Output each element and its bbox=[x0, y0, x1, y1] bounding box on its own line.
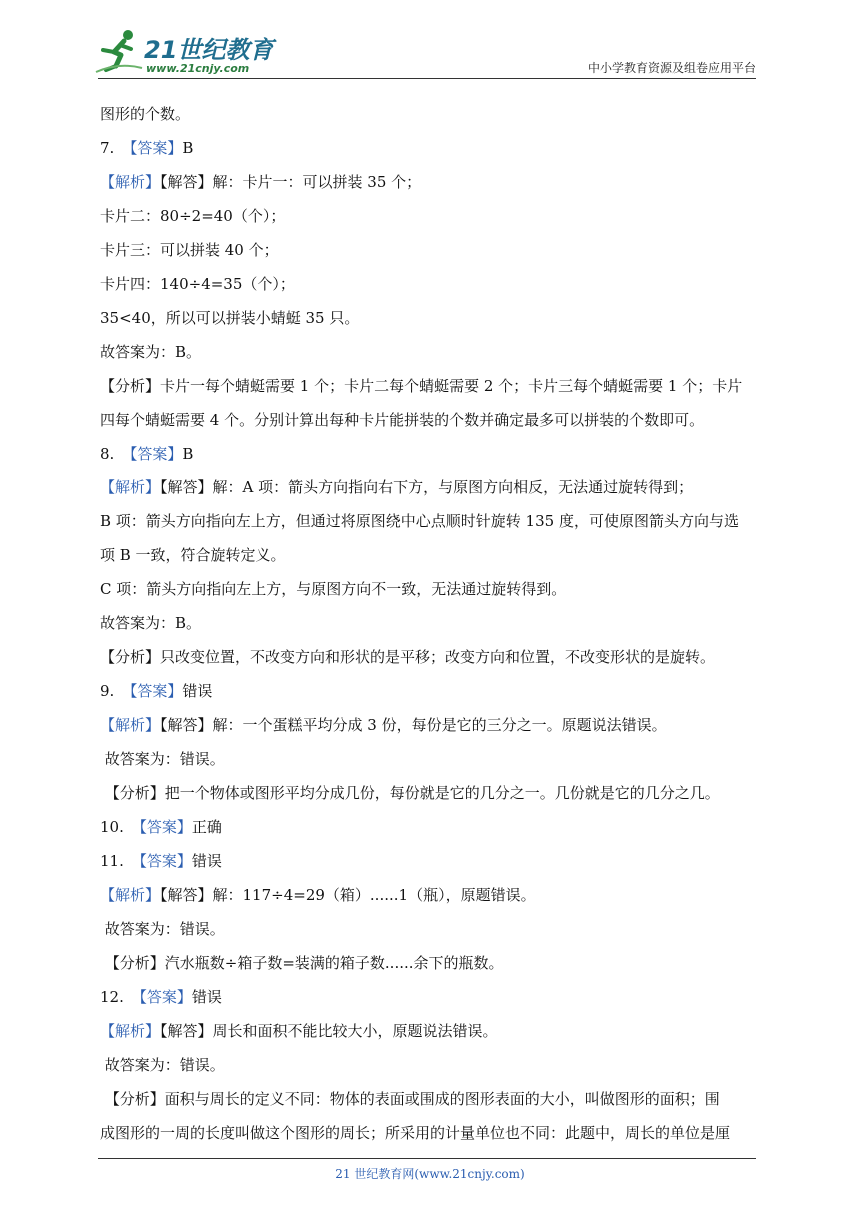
question-number: 9. bbox=[100, 682, 115, 700]
analysis-tag: 【解析】 bbox=[100, 716, 161, 734]
answer-line bbox=[100, 444, 760, 464]
line-text: 【解答】解：117÷4=29（箱）......1（瓶），原题错误。 bbox=[160, 886, 536, 904]
analysis-tag: 【解析】 bbox=[100, 886, 161, 904]
analysis-tag: 【解析】 bbox=[100, 173, 161, 191]
answer-line bbox=[100, 817, 760, 837]
explanation-line bbox=[100, 342, 760, 362]
explanation-line bbox=[100, 1021, 760, 1041]
explanation-line bbox=[100, 376, 760, 396]
line-text: 【分析】只改变位置，不改变方向和形状的是平移；改变方向和位置，不改变形状的是旋转。 bbox=[100, 648, 716, 666]
line-text: 项 B 一致，符合旋转定义。 bbox=[100, 546, 286, 564]
explanation-line bbox=[100, 1055, 760, 1075]
line-text: 【分析】面积与周长的定义不同：物体的表面或围成的图形表面的大小，叫做图形的面积；围 bbox=[100, 1090, 720, 1108]
logo-title: 21世纪教育 bbox=[144, 36, 274, 64]
line-text: 故答案为：错误。 bbox=[100, 1056, 225, 1074]
line-text: B 项：箭头方向指向左上方，但通过将原图绕中心点顺时针旋转 135 度，可使原图箭头方向与选 bbox=[100, 512, 739, 530]
line-text: 成图形的一周的长度叫做这个图形的周长；所采用的计量单位也不同：此题中，周长的单位是厘 bbox=[100, 1124, 731, 1142]
explanation-line bbox=[100, 749, 760, 769]
line-text: C 项：箭头方向指向左上方，与原图方向不一致，无法通过旋转得到。 bbox=[100, 580, 567, 598]
line-text: 卡片四：140÷4=35（个）； bbox=[100, 275, 295, 293]
logo-url: www.21cnjy.com bbox=[146, 62, 250, 75]
line-text: 【解答】周长和面积不能比较大小，原题说法错误。 bbox=[160, 1022, 498, 1040]
explanation-line bbox=[100, 1123, 760, 1143]
line-text: 四每个蜻蜓需要 4 个。分别计算出每种卡片能拼装的个数并确定最多可以拼装的个数即可。 bbox=[100, 411, 705, 429]
line-text: B bbox=[182, 139, 194, 157]
analysis-tag: 【解析】 bbox=[100, 478, 161, 496]
explanation-line bbox=[100, 885, 760, 905]
answer-tag: 【答案】 bbox=[122, 682, 183, 700]
line-text: 故答案为：错误。 bbox=[100, 920, 225, 938]
header-divider bbox=[98, 78, 756, 79]
explanation-line bbox=[100, 1089, 760, 1109]
line-text: 正确 bbox=[191, 818, 222, 836]
line-text: B bbox=[182, 445, 194, 463]
explanation-line bbox=[100, 511, 760, 531]
line-text: 【解答】解：A 项：箭头方向指向右下方，与原图方向相反，无法通过旋转得到； bbox=[160, 478, 694, 496]
explanation-line bbox=[100, 647, 760, 667]
line-text: 错误 bbox=[191, 988, 222, 1006]
question-number: 7. bbox=[100, 139, 115, 157]
explanation-line bbox=[100, 783, 760, 803]
line-text: 故答案为：B。 bbox=[100, 343, 202, 361]
answer-line bbox=[100, 851, 760, 871]
explanation-line bbox=[100, 240, 760, 260]
explanation-line bbox=[100, 206, 760, 226]
answer-tag: 【答案】 bbox=[131, 818, 192, 836]
explanation-line bbox=[100, 919, 760, 939]
line-text: 35<40，所以可以拼装小蜻蜓 35 只。 bbox=[100, 309, 360, 327]
answer-line bbox=[100, 681, 760, 701]
explanation-line bbox=[100, 579, 760, 599]
explanation-line bbox=[100, 715, 760, 735]
line-text: 【解答】解：卡片一：可以拼装 35 个； bbox=[160, 173, 422, 191]
answer-tag: 【答案】 bbox=[122, 139, 183, 157]
analysis-tag: 【解析】 bbox=[100, 1022, 161, 1040]
question-number: 12. bbox=[100, 988, 124, 1006]
line-text: 【分析】卡片一每个蜻蜓需要 1 个；卡片二每个蜻蜓需要 2 个；卡片三每个蜻蜓需要 1 个；卡片 bbox=[100, 377, 743, 395]
footer-divider bbox=[98, 1158, 756, 1159]
explanation-line bbox=[100, 172, 760, 192]
explanation-line bbox=[100, 274, 760, 294]
line-text: 故答案为：B。 bbox=[100, 614, 202, 632]
answer-line bbox=[100, 987, 760, 1007]
answer-tag: 【答案】 bbox=[131, 988, 192, 1006]
line-text: 错误 bbox=[182, 682, 213, 700]
explanation-line bbox=[100, 410, 760, 430]
runner-logo-icon bbox=[94, 28, 144, 74]
explanation-line bbox=[100, 477, 760, 497]
explanation-line bbox=[100, 953, 760, 973]
explanation-line bbox=[100, 613, 760, 633]
line-text: 图形的个数。 bbox=[100, 105, 191, 123]
line-text: 卡片二：80÷2=40（个）； bbox=[100, 207, 286, 225]
answer-tag: 【答案】 bbox=[122, 445, 183, 463]
question-number: 10. bbox=[100, 818, 124, 836]
line-text: 【分析】汽水瓶数÷箱子数=装满的箱子数......余下的瓶数。 bbox=[100, 954, 504, 972]
page-footer: 21 世纪教育网(www.21cnjy.com) bbox=[335, 1167, 525, 1181]
explanation-line bbox=[100, 545, 760, 565]
answer-line bbox=[100, 138, 760, 158]
page-header bbox=[0, 0, 860, 80]
line-text: 故答案为：错误。 bbox=[100, 750, 225, 768]
explanation-line bbox=[100, 104, 760, 124]
site-logo[interactable] bbox=[94, 28, 274, 78]
line-text: 【解答】解：一个蛋糕平均分成 3 份，每份是它的三分之一。原题说法错误。 bbox=[160, 716, 667, 734]
line-text: 卡片三：可以拼装 40 个； bbox=[100, 241, 279, 259]
platform-name: 中小学教育资源及组卷应用平台 bbox=[587, 61, 756, 75]
answer-tag: 【答案】 bbox=[131, 852, 192, 870]
question-number: 11. bbox=[100, 852, 124, 870]
line-text: 错误 bbox=[191, 852, 222, 870]
explanation-line bbox=[100, 308, 760, 328]
question-number: 8. bbox=[100, 445, 115, 463]
line-text: 【分析】把一个物体或图形平均分成几份，每份就是它的几分之一。几份就是它的几分之几。 bbox=[100, 784, 720, 802]
